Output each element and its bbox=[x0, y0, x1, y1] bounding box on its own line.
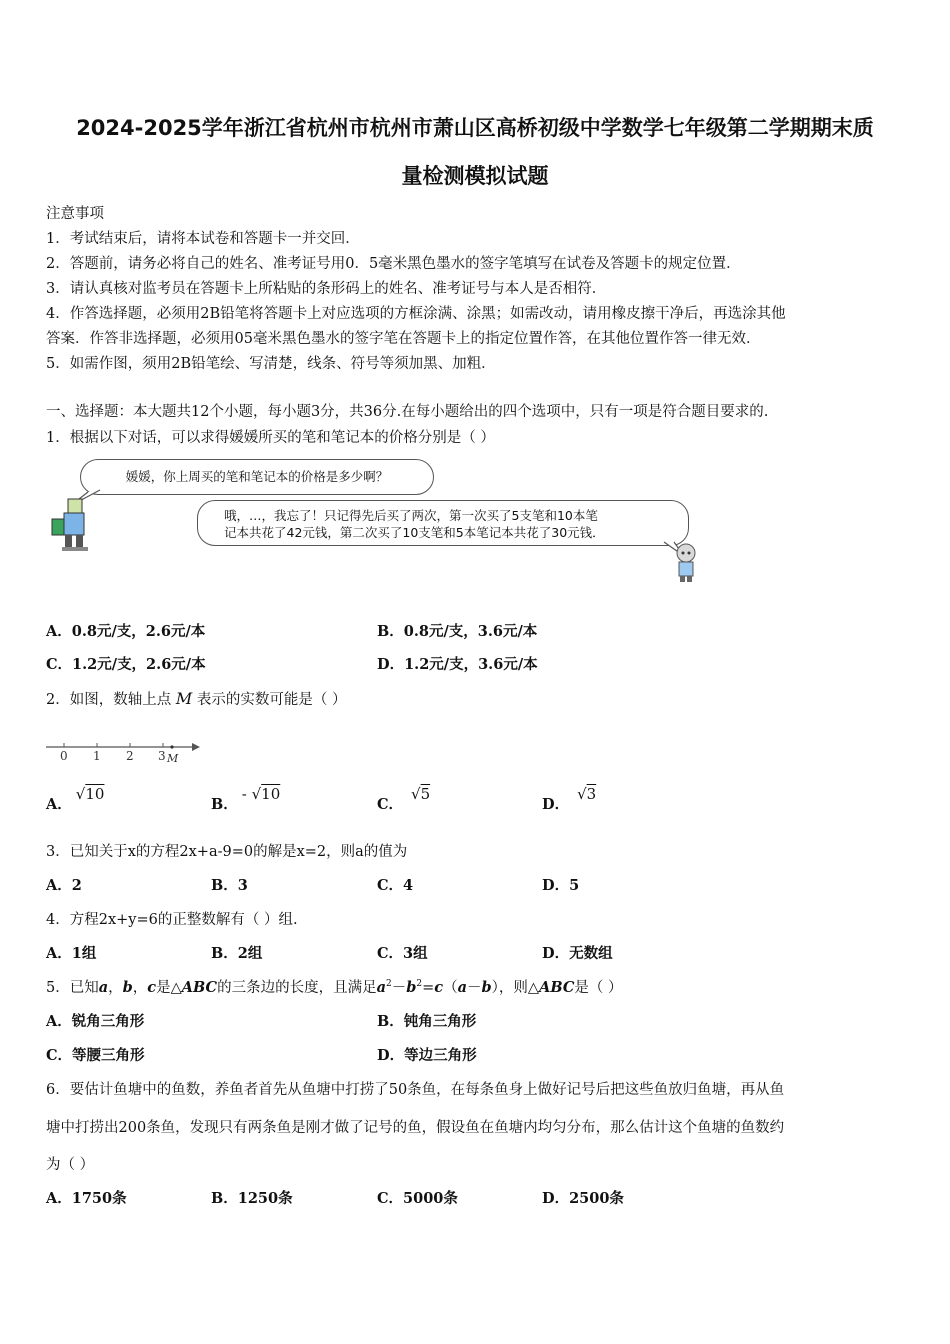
q6-option-c: C．5000条 bbox=[377, 1190, 458, 1207]
q1-option-b: B．0.8元/支，3.6元/本 bbox=[377, 623, 538, 640]
q5-option-d: D．等边三角形 bbox=[377, 1047, 477, 1064]
q1-stem: 1．根据以下对话，可以求得媛媛所买的笔和笔记本的价格分别是（ ） bbox=[46, 430, 495, 446]
q2-stem bbox=[46, 688, 346, 709]
q4-option-b: B．2组 bbox=[211, 945, 263, 962]
notice-heading: 注意事项 bbox=[46, 206, 104, 222]
q3-stem: 3．已知关于x的方程2x+a-9=0的解是x=2，则a的值为 bbox=[46, 844, 408, 860]
boy-figure-icon bbox=[48, 497, 96, 552]
q5-option-a: A．锐角三角形 bbox=[46, 1013, 145, 1030]
q3-option-d: D．5 bbox=[542, 877, 580, 894]
q2-stem-text-a: 2．如图，数轴上点 bbox=[46, 692, 172, 708]
axis-label-0: 0 bbox=[60, 749, 68, 763]
q2-number-line bbox=[44, 736, 204, 766]
q1-option-a: A．0.8元/支，2.6元/本 bbox=[46, 623, 206, 640]
q2-stem-text-b: 表示的实数可能是（ ） bbox=[196, 692, 347, 708]
axis-label-3: 3 bbox=[158, 749, 166, 763]
q3-option-b: B．3 bbox=[211, 877, 248, 894]
girl-figure-icon bbox=[670, 543, 704, 583]
q4-stem: 4．方程2x+y=6的正整数解有（ ）组. bbox=[46, 912, 298, 928]
q5-option-b: B．钝角三角形 bbox=[377, 1013, 477, 1030]
notice-item-4: 4．作答选择题，必须用2B铅笔将答题卡上对应选项的方框涂满、涂黑；如需改动，请用橡皮擦干净后，再选涂其他 bbox=[46, 306, 786, 322]
q6-stem-line-1: 6．要估计鱼塘中的鱼数，养鱼者首先从鱼塘中打捞了50条鱼，在每条鱼身上做好记号后把这些鱼放归鱼塘，再从鱼 bbox=[46, 1082, 785, 1098]
axis-label-1: 1 bbox=[93, 749, 101, 763]
notice-item-4-cont: 答案．作答非选择题，必须用05毫米黑色墨水的签字笔在答题卡上的指定位置作答，在其他位置作答一律无效． bbox=[46, 331, 761, 347]
q4-option-d: D．无数组 bbox=[542, 945, 613, 962]
q6-stem-line-3: 为（ ） bbox=[46, 1157, 95, 1173]
number-line-arrow-icon bbox=[192, 743, 200, 751]
notice-item-3: 3．请认真核对监考员在答题卡上所粘贴的条形码上的姓名、准考证号与本人是否相符． bbox=[46, 281, 607, 297]
q1-answer-line-1: 哦，…，我忘了！只记得先后买了两次，第一次买了5支笔和10本笔 bbox=[224, 508, 598, 523]
q3-option-c: C．4 bbox=[377, 877, 414, 894]
q2-option-c: C．√5 bbox=[377, 785, 431, 813]
notice-item-2: 2．答题前，请务必将自己的姓名、准考证号用0．5毫米黑色墨水的签字笔填写在试卷及答题卡的规定位置． bbox=[46, 256, 741, 272]
point-m-marker bbox=[170, 745, 173, 748]
q6-stem-line-2: 塘中打捞出200条鱼，发现只有两条鱼是刚才做了记号的鱼，假设鱼在鱼塘内均匀分布，那么估计这个鱼塘的鱼数约 bbox=[46, 1120, 785, 1136]
q1-option-c: C．1.2元/支，2.6元/本 bbox=[46, 656, 206, 673]
q5-option-c: C．等腰三角形 bbox=[46, 1047, 145, 1064]
exam-title-line-2: 量检测模拟试题 bbox=[401, 164, 549, 188]
notice-item-1: 1．考试结束后，请将本试卷和答题卡一并交回． bbox=[46, 231, 360, 247]
exam-title-line-1: 2024-2025学年浙江省杭州市杭州市萧山区高桥初级中学数学七年级第二学期期末质 bbox=[76, 116, 874, 140]
q3-option-a: A．2 bbox=[46, 877, 82, 894]
q4-option-a: A．1组 bbox=[46, 945, 97, 962]
q4-option-c: C．3组 bbox=[377, 945, 428, 962]
notice-item-5: 5．如需作图，须用2B铅笔绘、写清楚，线条、符号等须加黑、加粗． bbox=[46, 356, 496, 372]
q2-option-b: B．- √10 bbox=[211, 785, 281, 813]
section-heading: 一、选择题：本大题共12个小题，每小题3分，共36分.在每小题给出的四个选项中，只有一项是符合题目要求的. bbox=[46, 404, 769, 420]
q2-option-a: A．√10 bbox=[46, 785, 105, 813]
q1-speech-bubble-answer bbox=[197, 500, 689, 546]
q6-option-d: D．2500条 bbox=[542, 1190, 624, 1207]
q5-stem: 5．已知a，b，c是△ABC的三条边的长度，且满足$a^2-b^2=c(a-b)$，则△ABC是（ ） bbox=[46, 979, 623, 996]
q6-option-a: A．1750条 bbox=[46, 1190, 127, 1207]
axis-label-2: 2 bbox=[126, 749, 134, 763]
axis-label-m: M bbox=[167, 752, 179, 765]
q1-option-d: D．1.2元/支，3.6元/本 bbox=[377, 656, 538, 673]
q1-answer-line-2: 记本共花了42元钱，第二次买了10支笔和5本笔记本共花了30元钱． bbox=[224, 525, 605, 540]
q6-option-b: B．1250条 bbox=[211, 1190, 293, 1207]
q2-point-m: M bbox=[175, 689, 193, 708]
q2-option-d: D．√3 bbox=[542, 785, 597, 813]
q1-speech-bubble-question: 媛媛，你上周买的笔和笔记本的价格是多少啊？ bbox=[80, 459, 434, 495]
